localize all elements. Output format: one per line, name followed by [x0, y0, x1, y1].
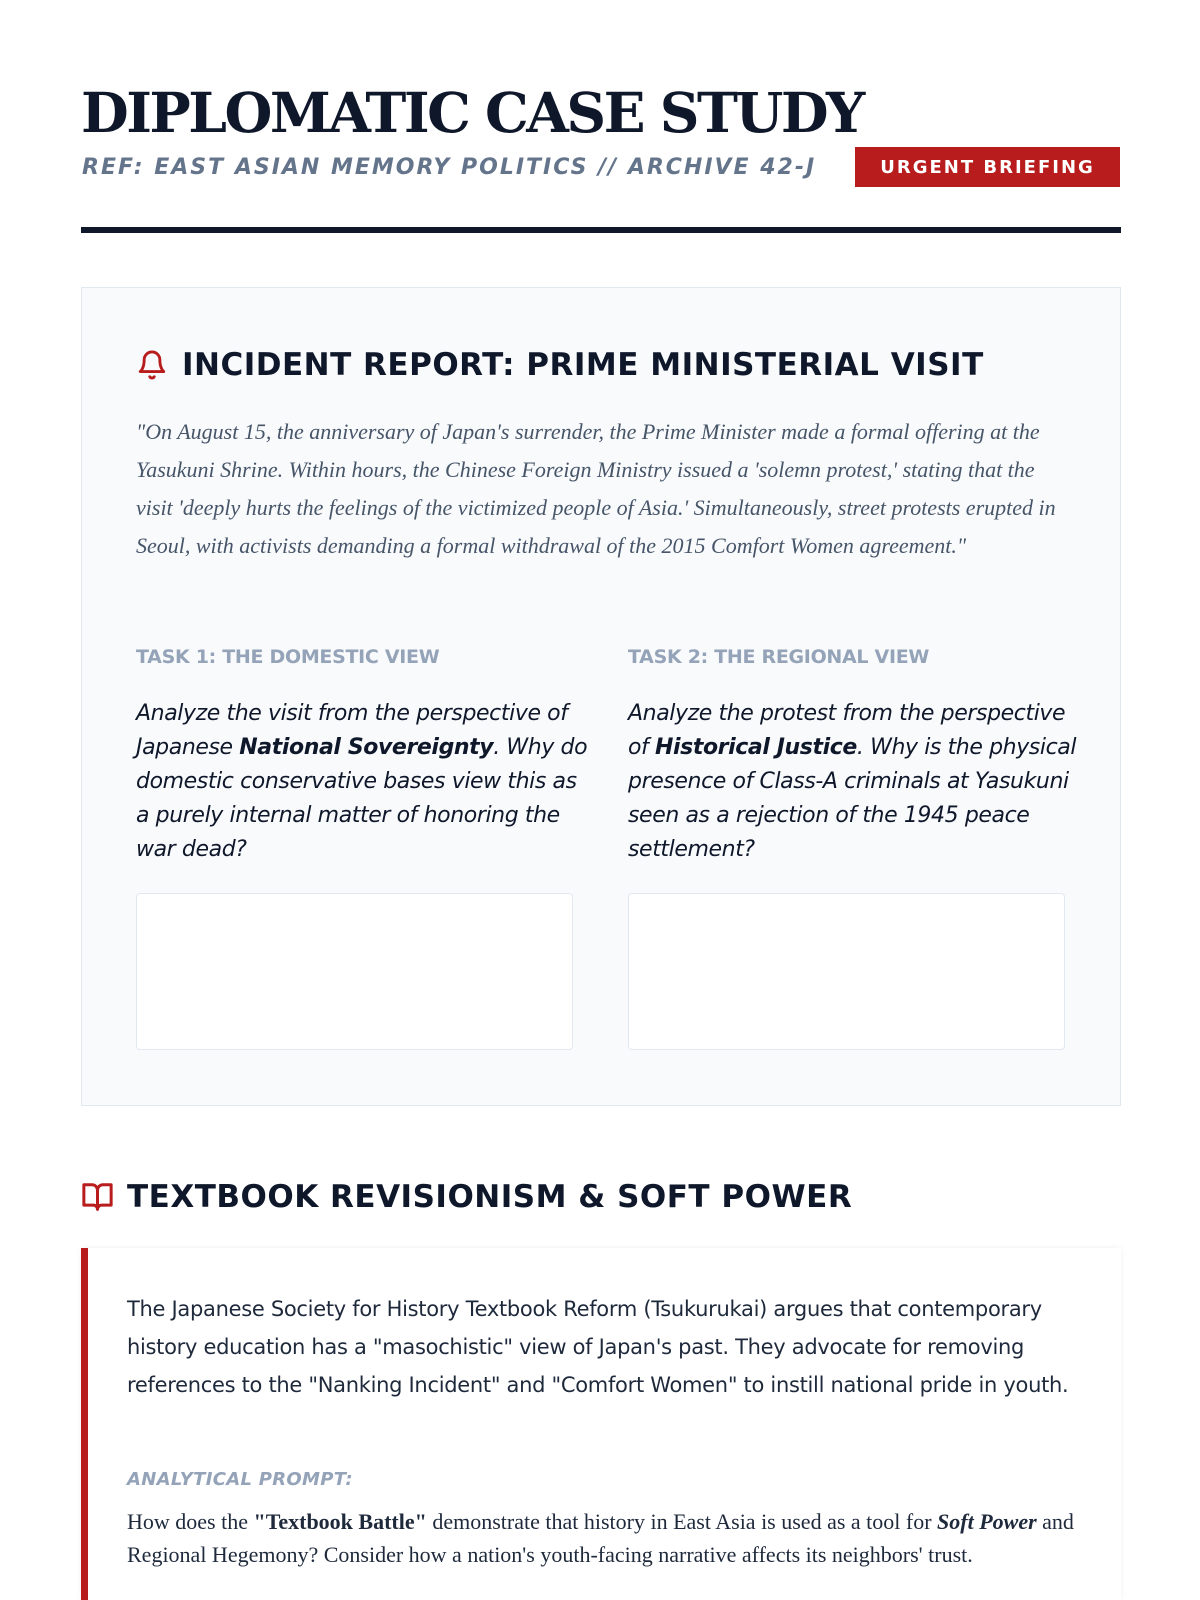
task-2-label: TASK 2: THE REGIONAL VIEW — [628, 646, 930, 668]
task-2-keyword: Historical Justice — [655, 735, 857, 760]
textbook-section-title: TEXTBOOK REVISIONISM & SOFT POWER — [127, 1179, 853, 1215]
analytical-prompt-label: ANALYTICAL PROMPT: — [127, 1469, 353, 1490]
page-title: DIPLOMATIC CASE STUDY — [81, 80, 863, 145]
header-divider — [81, 227, 1121, 233]
textbook-body: The Japanese Society for History Textbook Reform (Tsukurukai) argues that contemporary history education has a "masochistic" view of Japan's past. They advocate for removing references to the "Nanking Incident" and "Comfort Women" to instill national pride in youth. — [127, 1297, 1069, 1397]
prompt-textbook-battle: "Textbook Battle" — [253, 1509, 427, 1534]
book-open-icon — [81, 1182, 114, 1212]
archive-reference: REF: EAST ASIAN MEMORY POLITICS // ARCHIVE 42-J — [82, 155, 817, 180]
card-accent-bar — [81, 1248, 88, 1600]
task-1-keyword: National Sovereignty — [239, 735, 494, 760]
task-2-prompt — [628, 697, 1083, 867]
task-2-answer-field[interactable] — [628, 893, 1065, 1050]
prompt-part-2: demonstrate that history in East Asia is used as a tool for — [426, 1509, 938, 1534]
task-1-prompt — [136, 697, 591, 867]
incident-quote: "On August 15, the anniversary of Japan's surrender, the Prime Minister made a formal offering at the Yasukuni Shrine. Within hours, the Chinese Foreign Ministry issued a 'solemn protest,' stating that the visit 'deeply hurts the feelings of the victimized people of Asia.' Simultaneously, street protests erupted in Seoul, with activists demanding a formal withdrawal of the 2015 Comfort Women agreement." — [136, 419, 1056, 558]
prompt-soft-power: Soft Power — [937, 1509, 1037, 1534]
task-1-prompt-start: Analyze the visit from the perspective of Japanese — [136, 701, 568, 760]
task-1-label: TASK 1: THE DOMESTIC VIEW — [136, 646, 440, 668]
task-1-answer-field[interactable] — [136, 893, 573, 1050]
analytical-prompt-text — [127, 1505, 1097, 1571]
prompt-part-3: and Regional Hegemony? Consider how a nation's youth-facing narrative affects its neighbors' trust. — [127, 1509, 1074, 1567]
task-1-prompt-end: . Why do domestic conservative bases view this as a purely internal matter of honoring the war dead? — [136, 735, 588, 862]
incident-title: INCIDENT REPORT: PRIME MINISTERIAL VISIT — [182, 347, 984, 383]
task-2-prompt-start: Analyze the protest from the perspective of — [628, 701, 1066, 760]
bell-icon — [136, 348, 168, 382]
task-2-prompt-end: . Why is the physical presence of Class-A criminals at Yasukuni seen as a rejection of the 1945 peace settlement? — [628, 735, 1077, 862]
prompt-part-1: How does the — [127, 1509, 254, 1534]
urgent-briefing-badge: URGENT BRIEFING — [855, 147, 1120, 187]
